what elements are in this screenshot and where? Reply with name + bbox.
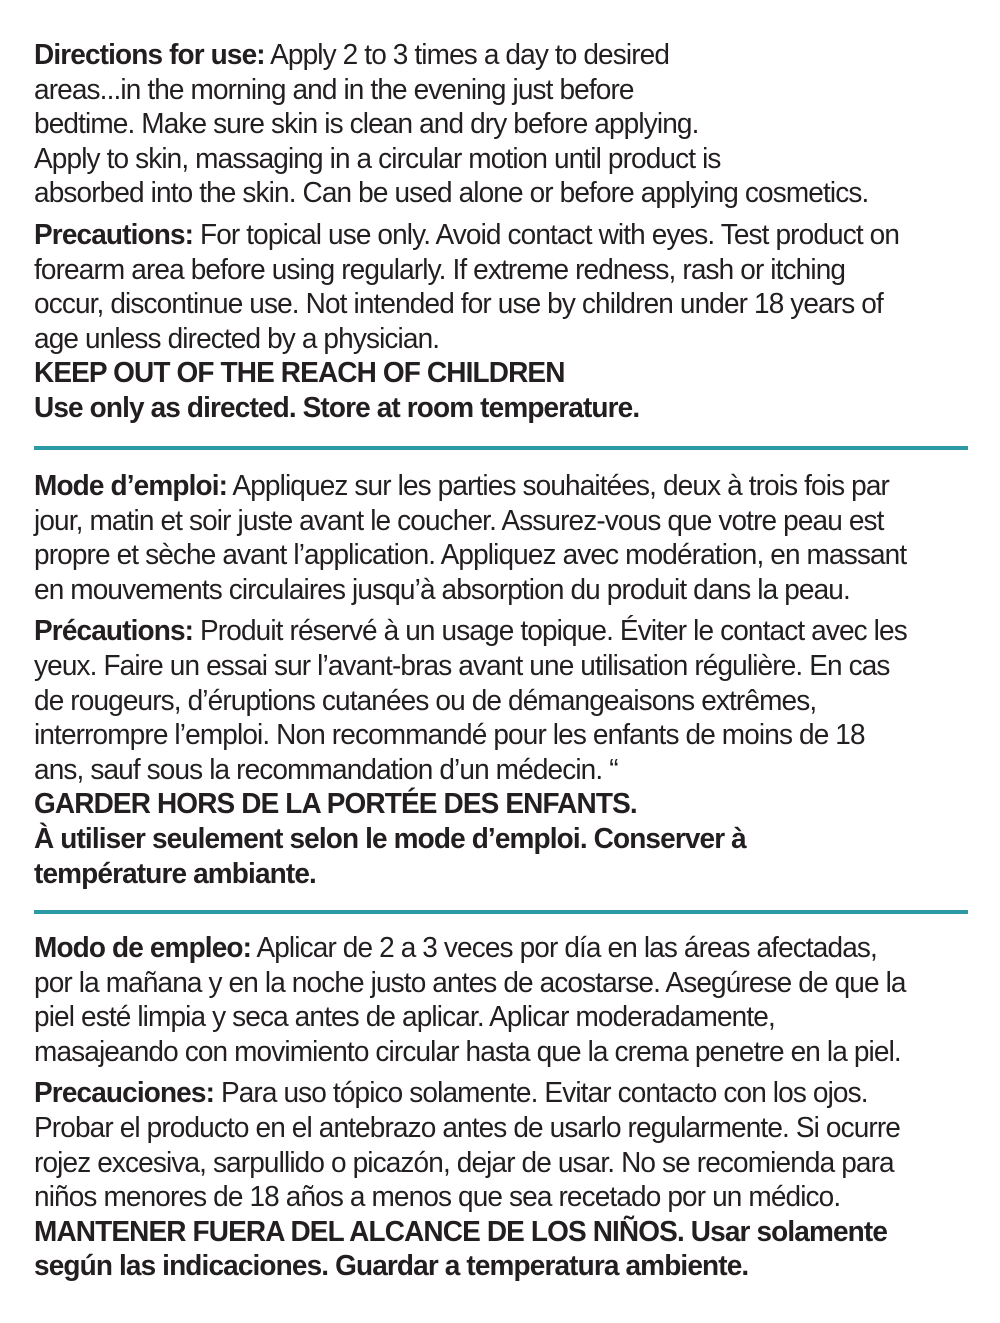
- precautions-line-1: Précautions: Produit réservé à un usage topique. Éviter le contact avec les: [34, 615, 907, 648]
- precautions-line-3: occur, discontinue use. Not intended for use by children under 18 years of: [34, 288, 883, 321]
- directions-line-3: piel esté limpia y seca antes de aplicar. Aplicar moderadamente,: [34, 1001, 775, 1034]
- directions-line-3: bedtime. Make sure skin is clean and dry before applying.: [34, 108, 699, 141]
- precautions-label: Précautions:: [34, 615, 194, 648]
- precautions-line-4: age unless directed by a physician.: [34, 322, 440, 355]
- directions-label: Modo de empleo:: [34, 932, 252, 964]
- section-divider: [34, 446, 968, 450]
- precautions-label: Precautions:: [34, 218, 194, 251]
- storage-note-line-1: À utiliser seulement selon le mode d’emploi. Conserver à: [34, 822, 746, 855]
- spanish-section: [34, 931, 1000, 1284]
- french-section: [34, 469, 1000, 891]
- precautions-line-4: interrompre l’emploi. Non recommandé pour les enfants de moins de 18: [34, 719, 865, 752]
- directions-label: Mode d’emploi:: [34, 470, 228, 502]
- precautions-line-5: ans, sauf sous la recommandation d’un médecin. “: [34, 753, 618, 786]
- directions-line-4: masajeando con movimiento circular hasta que la crema penetre en la piel.: [34, 1035, 901, 1068]
- precautions-line-4: niños menores de 18 años a menos que sea recetado por un médico.: [34, 1181, 841, 1214]
- precautions-line-1: Precauciones: Para uso tópico solamente. Evitar contacto con los ojos.: [34, 1077, 868, 1110]
- directions-line-1: Directions for use: Apply 2 to 3 times a day to desired: [34, 39, 670, 71]
- storage-note-line-2: température ambiante.: [34, 857, 316, 890]
- directions-line-5: absorbed into the skin. Can be used alone or before applying cosmetics.: [34, 177, 869, 210]
- precautions-line-3: rojez excesiva, sarpullido o picazón, dejar de usar. No se recomienda para: [34, 1146, 894, 1179]
- storage-note: Use only as directed. Store at room temperature.: [34, 391, 640, 424]
- section-divider: [34, 910, 968, 914]
- precautions-line-2: forearm area before using regularly. If extreme redness, rash or itching: [34, 253, 846, 286]
- directions-line-1: Mode d’emploi: Appliquez sur les parties souhaitées, deux à trois fois par: [34, 470, 889, 502]
- directions-line-4: Apply to skin, massaging in a circular motion until product is: [34, 142, 721, 175]
- precautions-line-3: de rougeurs, d’éruptions cutanées ou de démangeaisons extrêmes,: [34, 684, 817, 717]
- precautions-line-2: Probar el producto en el antebrazo antes de usarlo regularmente. Si ocurre: [34, 1111, 901, 1144]
- precautions-line-1: Precautions: For topical use only. Avoid contact with eyes. Test product on: [34, 218, 900, 251]
- child-warning: GARDER HORS DE LA PORTÉE DES ENFANTS.: [34, 788, 637, 821]
- directions-line-2: por la mañana y en la noche justo antes de acostarse. Asegúrese de que la: [34, 966, 906, 999]
- child-warning-line-1: MANTENER FUERA DEL ALCANCE DE LOS NIÑOS. Usar solamente: [34, 1215, 888, 1248]
- directions-label: Directions for use:: [34, 39, 265, 71]
- precautions-label: Precauciones:: [34, 1077, 215, 1110]
- directions-line-2: areas...in the morning and in the evening just before: [34, 73, 634, 106]
- directions-line-1: Modo de empleo: Aplicar de 2 a 3 veces por día en las áreas afectadas,: [34, 932, 877, 964]
- directions-line-3: propre et sèche avant l’application. Appliquez avec modération, en massant: [34, 539, 907, 572]
- english-section: [34, 38, 1000, 426]
- directions-line-2: jour, matin et soir juste avant le coucher. Assurez-vous que votre peau est: [34, 504, 884, 537]
- child-warning-line-2: según las indicaciones. Guardar a temperatura ambiente.: [34, 1250, 749, 1283]
- child-warning: KEEP OUT OF THE REACH OF CHILDREN: [34, 357, 565, 390]
- directions-line-4: en mouvements circulaires jusqu’à absorption du produit dans la peau.: [34, 573, 850, 606]
- precautions-line-2: yeux. Faire un essai sur l’avant-bras avant une utilisation régulière. En cas: [34, 649, 890, 682]
